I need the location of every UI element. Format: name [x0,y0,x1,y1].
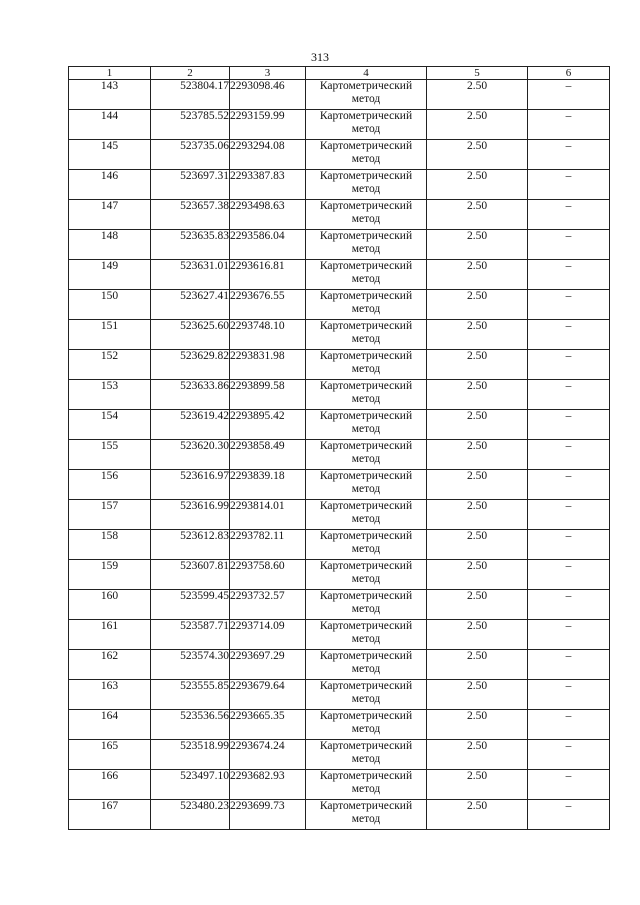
accuracy-cell: 2.50 [427,680,528,710]
x-coordinate-cell: 523635.83 [151,230,230,260]
x-coordinate-cell: 523599.45 [151,590,230,620]
accuracy-cell: 2.50 [427,740,528,770]
point-number-cell: 145 [69,140,151,170]
method-line-2: метод [351,543,381,555]
point-number-cell: 163 [69,680,151,710]
y-coordinate-cell: 2293294.08 [230,140,306,170]
method-line-2: метод [351,303,381,315]
note-cell: – [528,350,610,380]
y-coordinate-cell: 2293586.04 [230,230,306,260]
point-number-cell: 162 [69,650,151,680]
note-cell: – [528,530,610,560]
accuracy-cell: 2.50 [427,500,528,530]
table-row [69,620,610,650]
x-coordinate-cell: 523607.81 [151,560,230,590]
method-line-2: метод [351,243,381,255]
point-number-cell: 149 [69,260,151,290]
method-line-2: метод [351,183,381,195]
point-number-cell: 158 [69,530,151,560]
table-row [69,170,610,200]
column-header-5: 5 [427,67,528,80]
accuracy-cell: 2.50 [427,260,528,290]
method-cell [306,80,427,110]
method-line-1: Картометрический [319,800,413,812]
y-coordinate-cell: 2293782.11 [230,530,306,560]
method-line-2: метод [351,573,381,585]
table-row [69,560,610,590]
method-line-1: Картометрический [319,260,413,272]
accuracy-cell: 2.50 [427,650,528,680]
y-coordinate-cell: 2293839.18 [230,470,306,500]
method-line-1: Картометрический [319,290,413,302]
method-cell [306,200,427,230]
note-cell: – [528,140,610,170]
method-line-2: метод [351,213,381,225]
method-cell [306,350,427,380]
table-row [69,260,610,290]
method-cell [306,110,427,140]
method-line-1: Картометрический [319,110,413,122]
method-line-2: метод [351,153,381,165]
note-cell: – [528,230,610,260]
accuracy-cell: 2.50 [427,470,528,500]
x-coordinate-cell: 523627.41 [151,290,230,320]
point-number-cell: 160 [69,590,151,620]
method-line-2: метод [351,603,381,615]
x-coordinate-cell: 523804.17 [151,80,230,110]
method-line-1: Картометрический [319,380,413,392]
note-cell: – [528,110,610,140]
x-coordinate-cell: 523785.52 [151,110,230,140]
method-line-1: Картометрический [319,740,413,752]
accuracy-cell: 2.50 [427,200,528,230]
point-number-cell: 165 [69,740,151,770]
x-coordinate-cell: 523574.30 [151,650,230,680]
x-coordinate-cell: 523657.38 [151,200,230,230]
method-cell [306,500,427,530]
method-line-2: метод [351,423,381,435]
note-cell: – [528,650,610,680]
method-cell [306,650,427,680]
table-header [69,67,610,80]
column-header-3: 3 [230,67,306,80]
method-cell [306,290,427,320]
table-row [69,530,610,560]
method-line-1: Картометрический [319,320,413,332]
method-cell [306,320,427,350]
point-number-cell: 148 [69,230,151,260]
point-number-cell: 147 [69,200,151,230]
method-line-1: Картометрический [319,560,413,572]
note-cell: – [528,260,610,290]
method-line-1: Картометрический [319,140,413,152]
point-number-cell: 155 [69,440,151,470]
table-row [69,740,610,770]
accuracy-cell: 2.50 [427,170,528,200]
point-number-cell: 161 [69,620,151,650]
y-coordinate-cell: 2293831.98 [230,350,306,380]
header-row [69,67,610,80]
method-cell [306,590,427,620]
method-cell [306,470,427,500]
method-cell [306,680,427,710]
note-cell: – [528,470,610,500]
method-line-2: метод [351,753,381,765]
note-cell: – [528,560,610,590]
method-line-2: метод [351,813,381,825]
method-line-2: метод [351,393,381,405]
accuracy-cell: 2.50 [427,110,528,140]
x-coordinate-cell: 523587.71 [151,620,230,650]
x-coordinate-cell: 523735.06 [151,140,230,170]
method-line-1: Картометрический [319,470,413,482]
coordinates-table [68,66,610,830]
note-cell: – [528,410,610,440]
point-number-cell: 157 [69,500,151,530]
column-header-4: 4 [306,67,427,80]
column-header-6: 6 [528,67,610,80]
method-line-1: Картометрический [319,590,413,602]
point-number-cell: 151 [69,320,151,350]
method-line-2: метод [351,513,381,525]
note-cell: – [528,320,610,350]
method-line-2: метод [351,783,381,795]
note-cell: – [528,170,610,200]
accuracy-cell: 2.50 [427,140,528,170]
accuracy-cell: 2.50 [427,380,528,410]
table-row [69,680,610,710]
method-line-2: метод [351,693,381,705]
accuracy-cell: 2.50 [427,530,528,560]
x-coordinate-cell: 523612.83 [151,530,230,560]
y-coordinate-cell: 2293732.57 [230,590,306,620]
point-number-cell: 164 [69,710,151,740]
y-coordinate-cell: 2293697.29 [230,650,306,680]
note-cell: – [528,380,610,410]
method-line-2: метод [351,333,381,345]
note-cell: – [528,680,610,710]
accuracy-cell: 2.50 [427,800,528,830]
table-row [69,230,610,260]
method-line-1: Картометрический [319,530,413,542]
method-line-1: Картометрический [319,170,413,182]
table-row [69,440,610,470]
method-line-2: метод [351,363,381,375]
note-cell: – [528,80,610,110]
method-cell [306,140,427,170]
method-cell [306,170,427,200]
y-coordinate-cell: 2293676.55 [230,290,306,320]
table-row [69,410,610,440]
accuracy-cell: 2.50 [427,320,528,350]
table-row [69,140,610,170]
accuracy-cell: 2.50 [427,410,528,440]
y-coordinate-cell: 2293895.42 [230,410,306,440]
x-coordinate-cell: 523619.42 [151,410,230,440]
point-number-cell: 143 [69,80,151,110]
note-cell: – [528,200,610,230]
y-coordinate-cell: 2293758.60 [230,560,306,590]
method-line-2: метод [351,93,381,105]
point-number-cell: 167 [69,800,151,830]
method-line-2: метод [351,123,381,135]
method-line-2: метод [351,483,381,495]
x-coordinate-cell: 523536.56 [151,710,230,740]
y-coordinate-cell: 2293616.81 [230,260,306,290]
x-coordinate-cell: 523631.01 [151,260,230,290]
x-coordinate-cell: 523497.10 [151,770,230,800]
method-line-1: Картометрический [319,230,413,242]
note-cell: – [528,710,610,740]
method-cell [306,410,427,440]
table-row [69,710,610,740]
table-row [69,380,610,410]
table-row [69,350,610,380]
method-line-1: Картометрический [319,80,413,92]
note-cell: – [528,500,610,530]
accuracy-cell: 2.50 [427,770,528,800]
note-cell: – [528,590,610,620]
point-number-cell: 150 [69,290,151,320]
y-coordinate-cell: 2293748.10 [230,320,306,350]
method-cell [306,710,427,740]
point-number-cell: 152 [69,350,151,380]
method-cell [306,770,427,800]
method-line-2: метод [351,273,381,285]
table-row [69,470,610,500]
x-coordinate-cell: 523625.60 [151,320,230,350]
x-coordinate-cell: 523480.23 [151,800,230,830]
method-line-2: метод [351,723,381,735]
method-line-1: Картометрический [319,710,413,722]
y-coordinate-cell: 2293899.58 [230,380,306,410]
x-coordinate-cell: 523555.85 [151,680,230,710]
point-number-cell: 156 [69,470,151,500]
y-coordinate-cell: 2293387.83 [230,170,306,200]
y-coordinate-cell: 2293498.63 [230,200,306,230]
table-row [69,80,610,110]
method-line-1: Картометрический [319,200,413,212]
method-line-1: Картометрический [319,770,413,782]
y-coordinate-cell: 2293714.09 [230,620,306,650]
x-coordinate-cell: 523620.30 [151,440,230,470]
method-line-1: Картометрический [319,620,413,632]
note-cell: – [528,440,610,470]
point-number-cell: 159 [69,560,151,590]
table-row [69,650,610,680]
method-line-1: Картометрический [319,500,413,512]
method-cell [306,530,427,560]
method-line-1: Картометрический [319,680,413,692]
note-cell: – [528,740,610,770]
x-coordinate-cell: 523633.86 [151,380,230,410]
accuracy-cell: 2.50 [427,710,528,740]
x-coordinate-cell: 523616.99 [151,500,230,530]
point-number-cell: 146 [69,170,151,200]
y-coordinate-cell: 2293679.64 [230,680,306,710]
y-coordinate-cell: 2293814.01 [230,500,306,530]
method-cell [306,800,427,830]
x-coordinate-cell: 523697.31 [151,170,230,200]
method-cell [306,230,427,260]
method-line-1: Картометрический [319,350,413,362]
accuracy-cell: 2.50 [427,290,528,320]
accuracy-cell: 2.50 [427,230,528,260]
column-header-2: 2 [151,67,230,80]
accuracy-cell: 2.50 [427,590,528,620]
note-cell: – [528,290,610,320]
column-header-1: 1 [69,67,151,80]
method-cell [306,380,427,410]
table-row [69,320,610,350]
accuracy-cell: 2.50 [427,350,528,380]
x-coordinate-cell: 523518.99 [151,740,230,770]
note-cell: – [528,620,610,650]
y-coordinate-cell: 2293699.73 [230,800,306,830]
table-row [69,200,610,230]
method-line-1: Картометрический [319,410,413,422]
method-line-1: Картометрический [319,650,413,662]
method-cell [306,620,427,650]
method-cell [306,740,427,770]
point-number-cell: 154 [69,410,151,440]
point-number-cell: 153 [69,380,151,410]
method-cell [306,440,427,470]
method-cell [306,260,427,290]
page-number: 313 [311,50,329,64]
method-cell [306,560,427,590]
x-coordinate-cell: 523629.82 [151,350,230,380]
y-coordinate-cell: 2293858.49 [230,440,306,470]
note-cell: – [528,800,610,830]
y-coordinate-cell: 2293674.24 [230,740,306,770]
note-cell: – [528,770,610,800]
accuracy-cell: 2.50 [427,560,528,590]
accuracy-cell: 2.50 [427,80,528,110]
y-coordinate-cell: 2293682.93 [230,770,306,800]
table-row [69,590,610,620]
method-line-2: метод [351,453,381,465]
accuracy-cell: 2.50 [427,620,528,650]
accuracy-cell: 2.50 [427,440,528,470]
point-number-cell: 144 [69,110,151,140]
table-row [69,110,610,140]
method-line-1: Картометрический [319,440,413,452]
table-row [69,770,610,800]
method-line-2: метод [351,633,381,645]
table-row [69,290,610,320]
method-line-2: метод [351,663,381,675]
table-body [69,80,610,830]
y-coordinate-cell: 2293665.35 [230,710,306,740]
y-coordinate-cell: 2293098.46 [230,80,306,110]
table-row [69,500,610,530]
y-coordinate-cell: 2293159.99 [230,110,306,140]
point-number-cell: 166 [69,770,151,800]
table-row [69,800,610,830]
x-coordinate-cell: 523616.97 [151,470,230,500]
